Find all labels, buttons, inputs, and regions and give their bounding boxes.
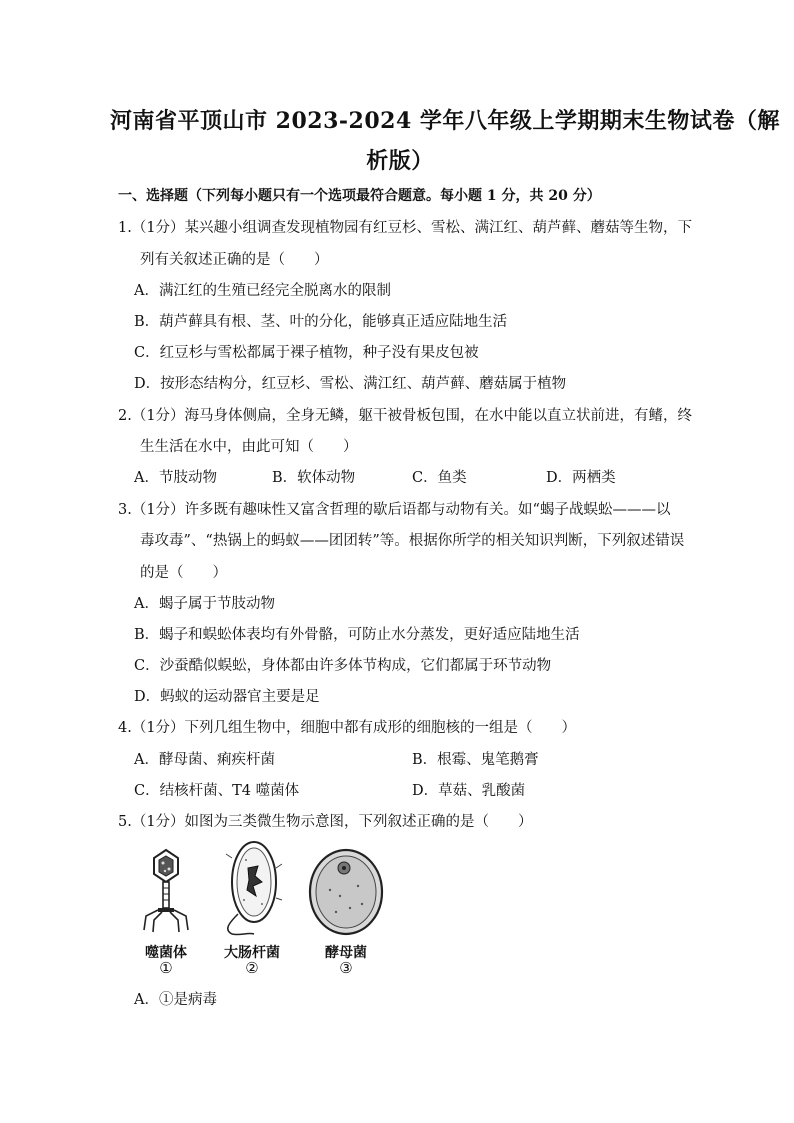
figure-number-2: ② — [245, 959, 259, 977]
section-heading: 一、选择题（下列每小题只有一个选项最符合题意。每小题 1 分，共 20 分） — [118, 188, 601, 204]
figure-label-1: 噬菌体 — [145, 945, 187, 961]
question-3-stem: 3.（1分）许多既有趣味性又富含哲理的歇后语都与动物有关。如“蝎子战蜈蚣———以 — [118, 502, 671, 518]
question-4-option-d: D．草菇、乳酸菌 — [412, 783, 526, 799]
question-4-option-c: C．结核杆菌、T4 噬菌体 — [134, 783, 300, 799]
figure-label-3: 酵母菌 — [325, 945, 367, 961]
question-4-stem: 4.（1分）下列几组生物中，细胞中都有成形的细胞核的一组是（ ） — [118, 720, 577, 736]
question-1-stem-cont: 列有关叙述正确的是（ ） — [140, 252, 329, 268]
microorganism-figure — [132, 838, 392, 978]
figure-label-2: 大肠杆菌 — [224, 945, 280, 961]
question-5-stem: 5.（1分）如图为三类微生物示意图，下列叙述正确的是（ ） — [118, 814, 533, 830]
bacteriophage-illustration — [136, 846, 196, 936]
question-3-option-b: B．蝎子和蜈蚣体表均有外骨骼，可防止水分蒸发，更好适应陆地生活 — [134, 627, 580, 643]
question-2-stem-cont: 生生活在水中，由此可知（ ） — [140, 439, 358, 455]
yeast-illustration — [306, 846, 386, 938]
question-1-option-c: C．红豆杉与雪松都属于裸子植物，种子没有果皮包被 — [134, 345, 479, 361]
question-5-option-a: A．①是病毒 — [134, 992, 217, 1008]
question-4-option-b: B．根霉、鬼笔鹅膏 — [412, 752, 539, 768]
question-2-option-d: D．两栖类 — [546, 470, 616, 486]
page-title: 河南省平顶山市 2023-2024 学年八年级上学期期末生物试卷（解 — [110, 108, 780, 134]
figure-number-1: ① — [159, 959, 173, 977]
question-1-option-d: D．按形态结构分，红豆杉、雪松、满江红、葫芦藓、蘑菇属于植物 — [134, 376, 567, 392]
question-2-option-c: C．鱼类 — [412, 470, 467, 486]
question-3-option-c: C．沙蚕酷似蜈蚣，身体都由许多体节构成，它们都属于环节动物 — [134, 658, 552, 674]
question-1-stem: 1.（1分）某兴趣小组调查发现植物园有红豆杉、雪松、满江红、葫芦藓、蘑菇等生物，下 — [118, 220, 693, 236]
question-1-option-b: B．葫芦藓具有根、茎、叶的分化，能够真正适应陆地生活 — [134, 314, 508, 330]
question-3-option-a: A．蝎子属于节肢动物 — [134, 596, 275, 612]
e-coli-illustration — [218, 838, 288, 938]
question-4-option-a: A．酵母菌、痢疾杆菌 — [134, 752, 275, 768]
question-3-stem-cont-2: 的是（ ） — [140, 565, 227, 581]
figure-number-3: ③ — [339, 959, 353, 977]
question-3-option-d: D．蚂蚁的运动器官主要是足 — [134, 689, 320, 705]
question-2-option-a: A．节肢动物 — [134, 470, 217, 486]
question-3-stem-cont: 毒攻毒”、“热锅上的蚂蚁——团团转”等。根据你所学的相关知识判断，下列叙述错误 — [140, 533, 685, 549]
question-2-option-b: B．软体动物 — [272, 470, 356, 486]
question-1-option-a: A．满江红的生殖已经完全脱离水的限制 — [134, 283, 391, 299]
question-2-stem: 2.（1分）海马身体侧扁，全身无鳞，躯干被骨板包围，在水中能以直立状前进，有鳍，终 — [118, 408, 693, 424]
page-title-continued: 析版） — [366, 148, 434, 174]
